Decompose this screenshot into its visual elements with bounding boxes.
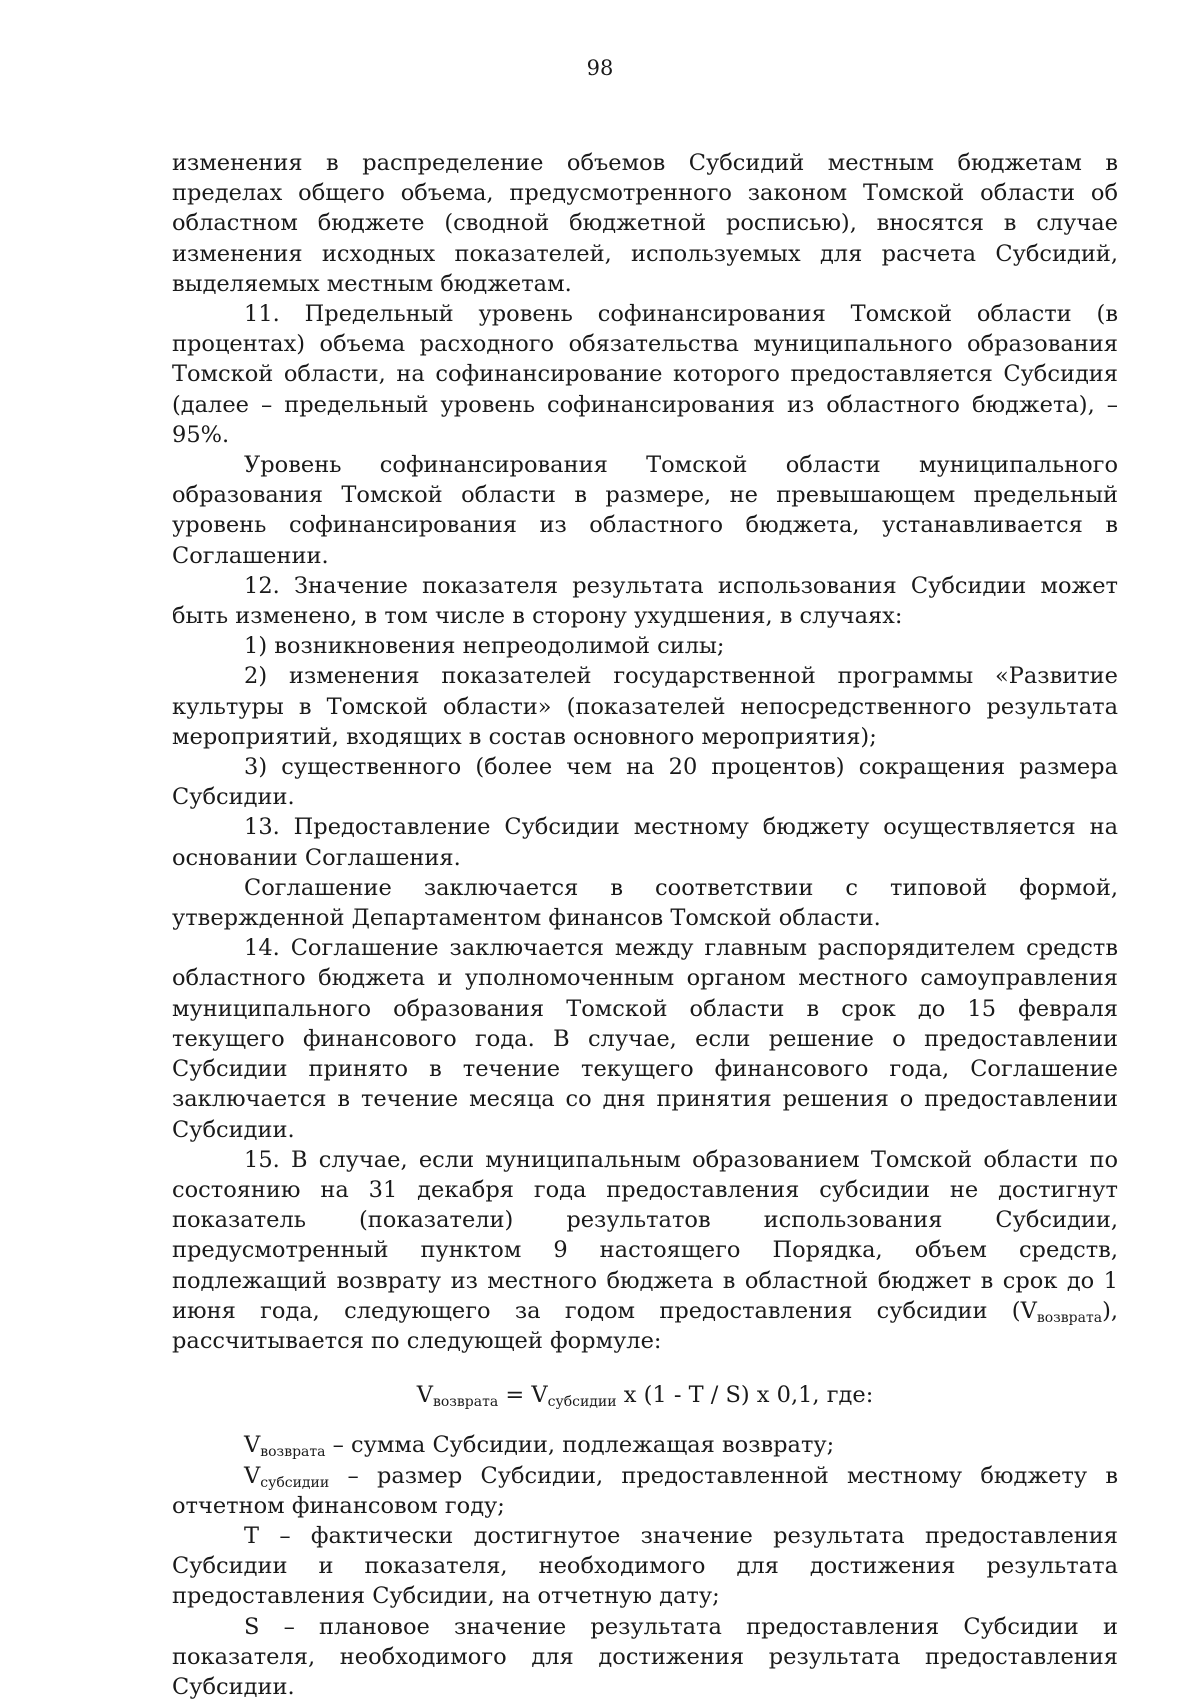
list-item-3: 3) существенного (более чем на 20 процентов) сокращения размера Субсидии. [172,754,1118,811]
paragraph-14: 14. Соглашение заключается между главным распорядителем средств областного бюджета и уполномоченным органом местного самоуправления муниципального образования Томской области в срок до 15 февраля текущего финансового года. В случае, если решение о предоставлении Субсидии принято в течение текущего финансового года, Соглашение заключается в течение месяца со дня принятия решения о предоставлении Субсидии. [172,935,1118,1143]
paragraph-11: 11. Предельный уровень софинансирования Томской области (в процентах) объема расходного обязательства муниципального образования Томской области, на софинансирование которого предоставляется Субсидия (далее – предельный уровень софинансирования из областного бюджета), – 95%. [172,301,1118,448]
paragraph-15 [172,1145,1118,1356]
definition-s: S – плановое значение результата предоставления Субсидии и показателя, необходимого для достижения результата предоставления Субсидии. [172,1613,1118,1700]
page-number: 98 [586,56,614,80]
list-item-1: 1) возникновения непреодолимой силы; [244,633,725,660]
paragraph-continuation: изменения в распределение объемов Субсидий местным бюджетам в пределах общего объема, предусмотренного законом Томской области об областном бюджете (сводной бюджетной росписью), вносятся в случае изменения исходных показателей, используемых для расчета Субсидий, выделяемых местным бюджетам. [172,150,1118,297]
definition-v-return-subscript: возврата [260,1444,326,1461]
definition-v-return-symbol: V [244,1432,261,1459]
paragraph-12: 12. Значение показателя результата использования Субсидии может быть изменено, в том числе в сторону ухудшения, в случаях: [172,572,1118,630]
definition-v-return-text: – сумма Субсидии, подлежащая возврату; [325,1432,835,1459]
paragraph-15-text-a: 15. В случае, если муниципальным образованием Томской области по состоянию на 31 декабря года предоставления субсидии не достигнут показатель (показатели) результатов использования Субсидии, предусмотренный пунктом 9 настоящего Порядка, объем средств, подлежащий возврату из местного бюджета в областной бюджет в срок до 1 июня года, следующего за годом предоставления субсидии (V [172,1146,1118,1324]
formula-sub-return: возврата [432,1394,499,1411]
formula-v: V [416,1382,433,1409]
definition-v-subsidy-symbol: V [244,1462,261,1489]
list-item-2: 2) изменения показателей государственной программы «Развитие культуры в Томской области» (показателей непосредственного результата мероприятий, входящих в состав основного мероприятия); [172,663,1118,750]
document-body [172,148,1118,1702]
definition-v-subsidy [172,1461,1118,1521]
definition-v-subsidy-text: – размер Субсидии, предоставленной местному бюджету в отчетном финансовом году; [172,1462,1118,1519]
paragraph-13: 13. Предоставление Субсидии местному бюджету осуществляется на основании Соглашения. [172,814,1118,871]
formula-sub-subsidy: субсидии [547,1394,617,1411]
paragraph-agreement-form: Соглашение заключается в соответствии с типовой формой, утвержденной Департаментом финансов Томской области. [172,874,1118,932]
paragraph-cofinancing-level: Уровень софинансирования Томской области муниципального образования Томской области в размере, не превышающем предельный уровень софинансирования из областного бюджета, устанавливается в Соглашении. [172,452,1118,569]
definition-v-return [172,1430,1118,1460]
paragraph-15-text-b: ), рассчитывается по следующей формуле: [172,1297,1118,1354]
paragraph-15-subscript: возврата [1036,1309,1103,1326]
formula-rest: x (1 - T / S) x 0,1, где: [616,1382,874,1409]
definition-t: T – фактически достигнутое значение результата предоставления Субсидии и показателя, необходимого для достижения результата предоставления Субсидии, на отчетную дату; [172,1522,1118,1610]
definition-v-subsidy-subscript: субсидии [260,1474,330,1491]
return-formula [172,1380,1118,1410]
formula-equals: = V [498,1382,548,1409]
